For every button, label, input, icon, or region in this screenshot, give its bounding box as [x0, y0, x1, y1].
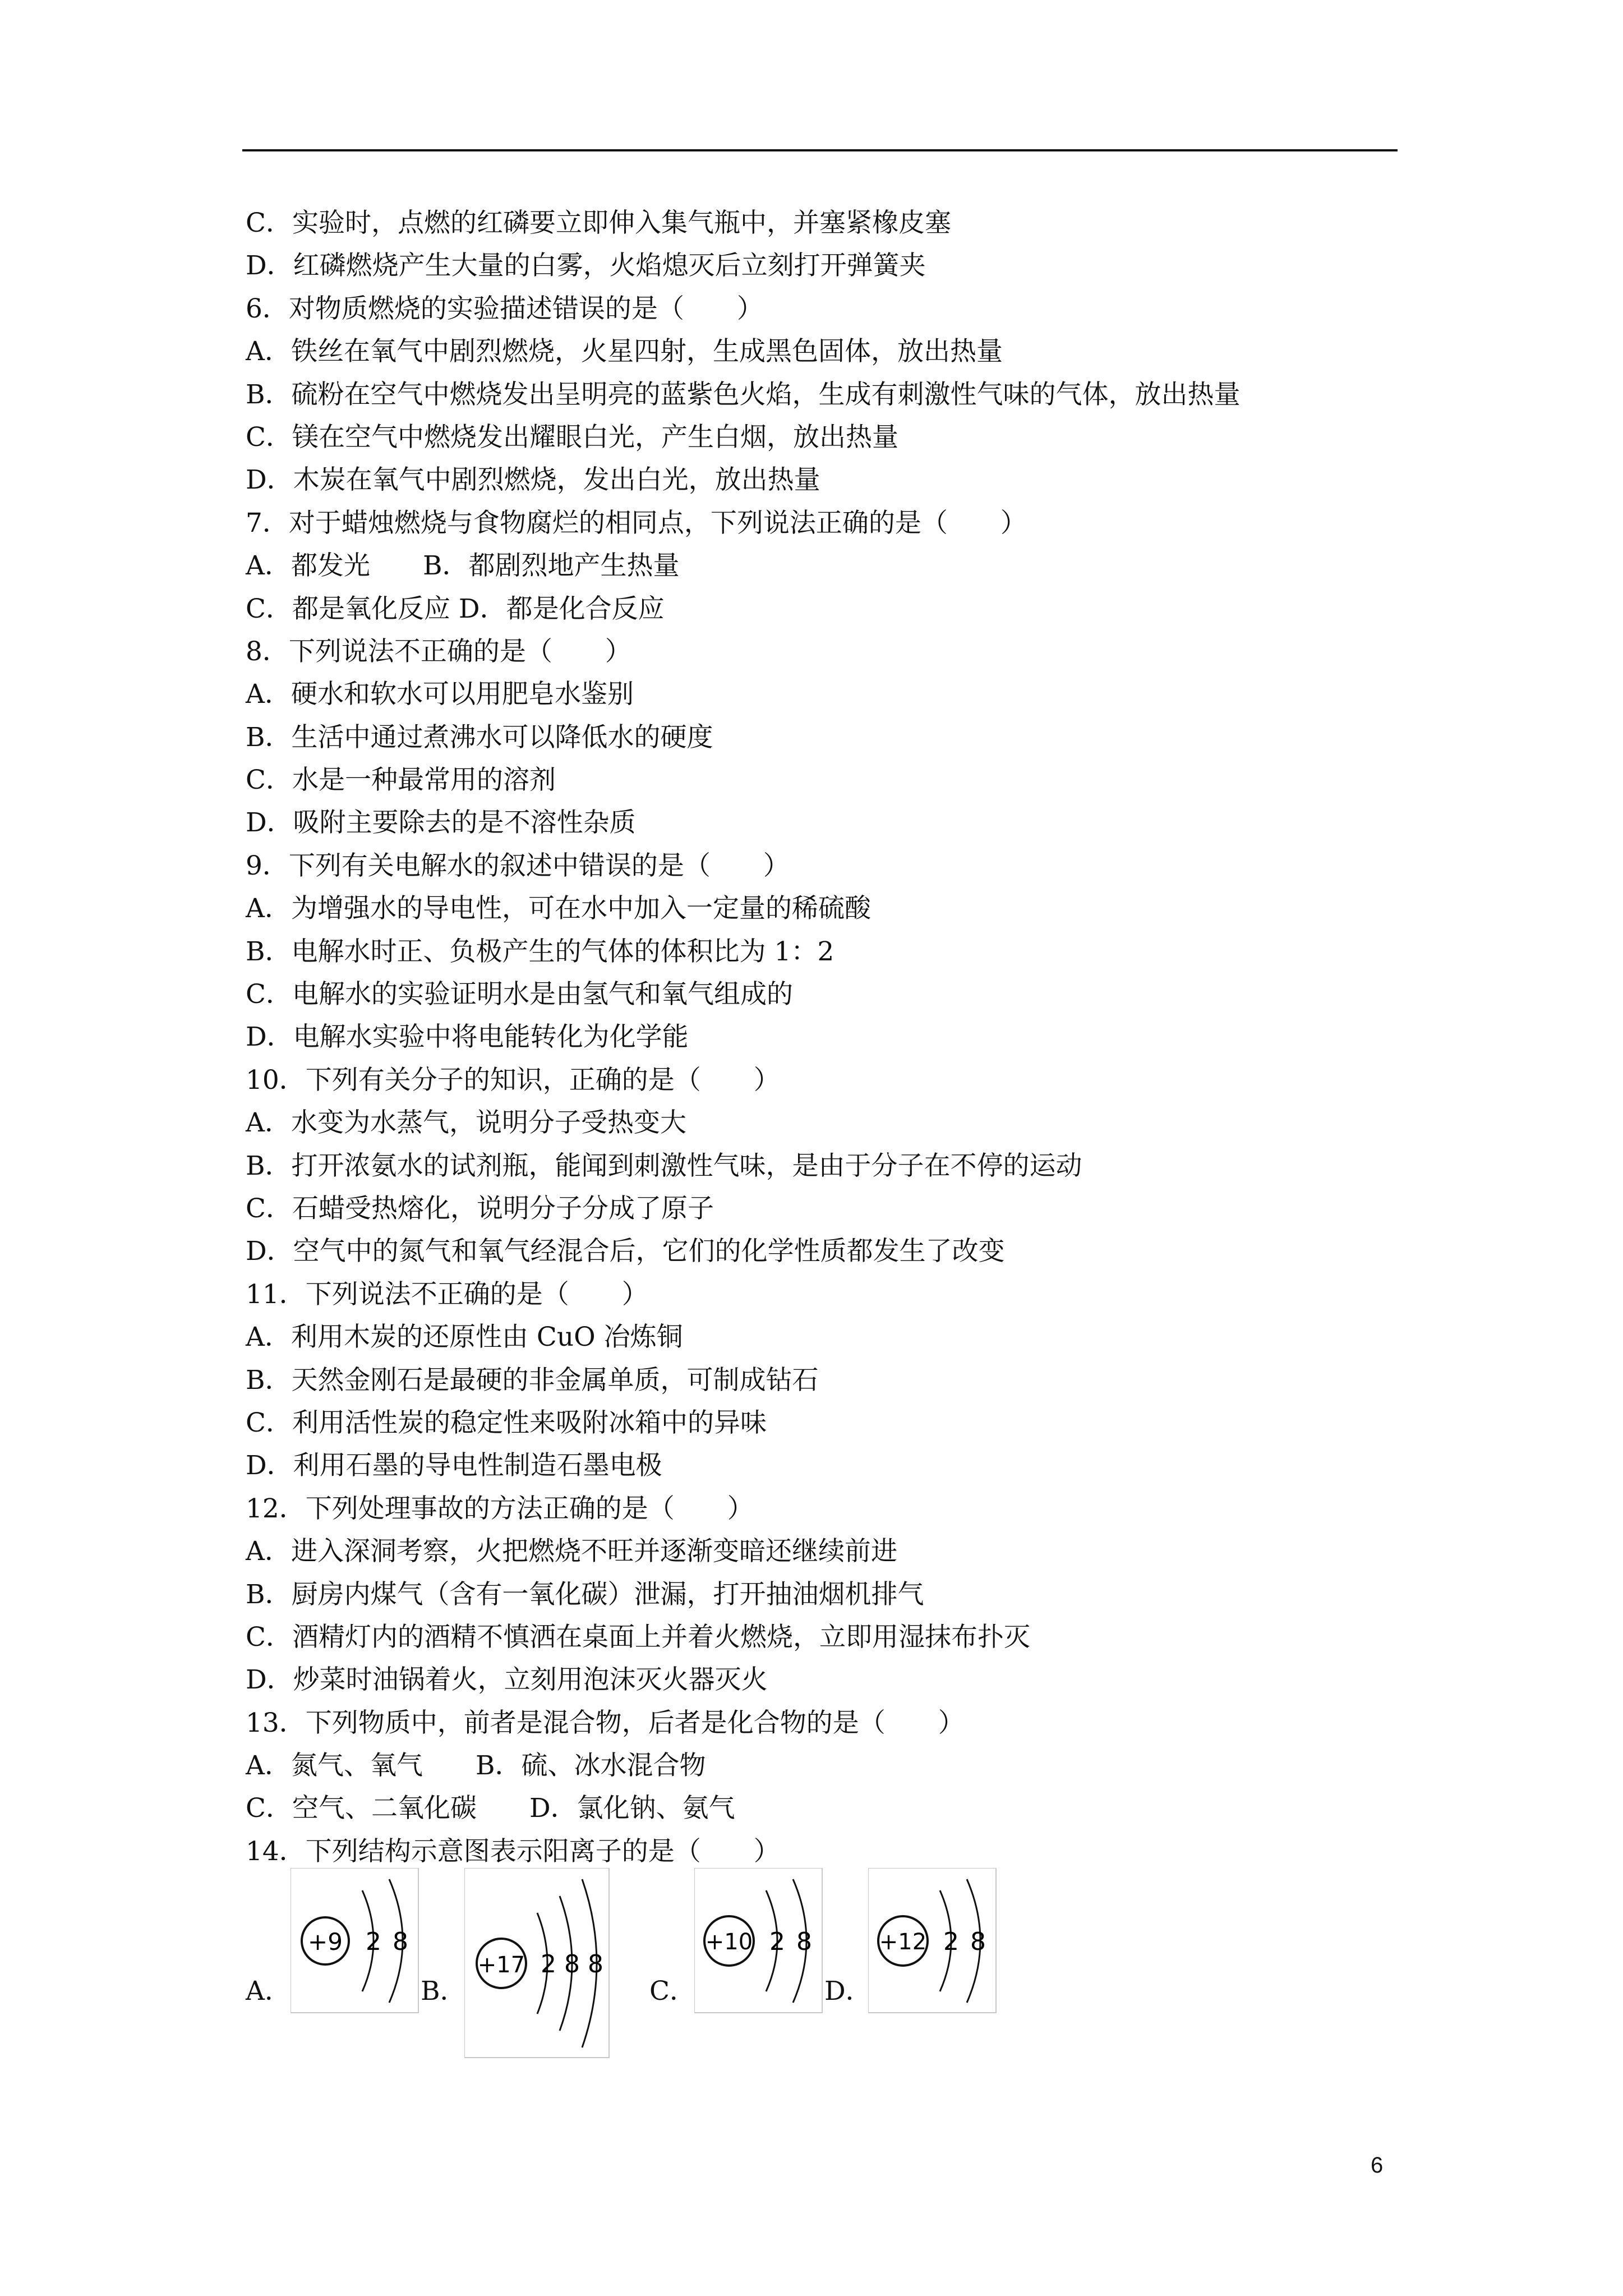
header-rule	[242, 149, 1398, 151]
option-line: C．水是一种最常用的溶剂	[246, 765, 556, 796]
atom-diagram-d	[868, 1868, 997, 2016]
question-10: 10．下列有关分子的知识，正确的是（ ）	[246, 1064, 780, 1096]
option-line: B．天然金刚石是最硬的非金属单质，可制成钻石	[246, 1364, 819, 1396]
option-line: C．电解水的实验证明水是由氢气和氧气组成的	[246, 979, 793, 1010]
option-b-label: B．	[421, 1976, 467, 2007]
shell-electrons: 8	[588, 1950, 603, 1978]
nucleus-charge: +10	[705, 1929, 753, 1955]
option-line: D．利用石墨的导电性制造石墨电极	[246, 1450, 662, 1481]
atom-diagram-b	[464, 1868, 610, 2061]
question-8: 8．下列说法不正确的是（ ）	[246, 636, 631, 667]
option-line: A．进入深洞考察，火把燃烧不旺并逐渐变暗还继续前进	[246, 1536, 897, 1567]
question-11: 11．下列说法不正确的是（ ）	[246, 1278, 648, 1310]
atom-diagram-a	[291, 1868, 419, 2016]
question-13: 13．下列物质中，前者是混合物，后者是化合物的是（ ）	[246, 1707, 965, 1738]
option-line: C．都是氧化反应 D．都是化合反应	[246, 593, 665, 624]
shell-electrons: 8	[393, 1927, 408, 1956]
nucleus-charge: +9	[308, 1928, 343, 1955]
atom-structure-options	[246, 1868, 1423, 2070]
option-line: A．为增强水的导电性，可在水中加入一定量的稀硫酸	[246, 893, 871, 924]
option-line: D．炒菜时油锅着火，立刻用泡沫灭火器灭火	[246, 1664, 768, 1696]
option-line: D．电解水实验中将电能转化为化学能	[246, 1022, 689, 1053]
option-line: A．硬水和软水可以用肥皂水鉴别	[246, 679, 634, 710]
option-d-label: D．	[824, 1976, 872, 2007]
option-line: C．空气、二氧化碳 D．氯化钠、氨气	[246, 1793, 735, 1824]
text-line: C．实验时，点燃的红磷要立即伸入集气瓶中，并塞紧橡皮塞	[246, 208, 951, 238]
option-line: D．吸附主要除去的是不溶性杂质	[246, 807, 636, 839]
option-line: B．厨房内煤气（含有一氧化碳）泄漏，打开抽油烟机排气	[246, 1579, 924, 1610]
shell-electrons: 2	[541, 1950, 556, 1978]
option-a-label: A．	[246, 1976, 291, 2007]
question-text	[246, 202, 1423, 1873]
question-12: 12．下列处理事故的方法正确的是（ ）	[246, 1493, 754, 1524]
shell-electrons: 2	[943, 1927, 959, 1956]
option-line: C．酒精灯内的酒精不慎洒在桌面上并着火燃烧，立即用湿抹布扑灭	[246, 1621, 1030, 1653]
option-line: A．利用木炭的还原性由 CuO 冶炼铜	[246, 1322, 683, 1353]
option-line: D．木炭在氧气中剧烈燃烧，发出白光，放出热量	[246, 464, 820, 496]
option-line: A．都发光 B．都剧烈地产生热量	[246, 550, 680, 582]
option-line: C．利用活性炭的稳定性来吸附冰箱中的异味	[246, 1407, 767, 1438]
option-line: C．石蜡受热熔化，说明分子分成了原子	[246, 1193, 714, 1224]
question-6: 6．对物质燃烧的实验描述错误的是（ ）	[246, 293, 763, 324]
shell-electrons: 8	[564, 1950, 580, 1978]
option-line: B．打开浓氨水的试剂瓶，能闻到刺激性气味，是由于分子在不停的运动	[246, 1150, 1082, 1181]
shell-electrons: 8	[970, 1927, 986, 1956]
page-number: 6	[1371, 2153, 1384, 2178]
nucleus-charge: +12	[879, 1929, 927, 1955]
question-7: 7．对于蜡烛燃烧与食物腐烂的相同点，下列说法正确的是（ ）	[246, 507, 1027, 539]
option-line: B．生活中通过煮沸水可以降低水的硬度	[246, 721, 713, 753]
atom-diagram-c	[694, 1868, 823, 2016]
option-line: A．氮气、氧气 B．硫、冰水混合物	[246, 1750, 706, 1782]
text-line: D．红磷燃烧产生大量的白雾，火焰熄灭后立刻打开弹簧夹	[246, 250, 926, 282]
option-c-label: C．	[649, 1976, 696, 2007]
question-14: 14．下列结构示意图表示阳离子的是（ ）	[246, 1835, 780, 1867]
option-line: B．硫粉在空气中燃烧发出呈明亮的蓝紫色火焰，生成有刺激性气味的气体，放出热量	[246, 379, 1241, 410]
shell-electrons: 2	[366, 1927, 381, 1956]
option-line: A．铁丝在氧气中剧烈燃烧，火星四射，生成黑色固体，放出热量	[246, 336, 1003, 367]
shell-electrons: 2	[769, 1927, 785, 1956]
option-line: A．水变为水蒸气，说明分子受热变大	[246, 1107, 686, 1139]
option-line: D．空气中的氮气和氧气经混合后，它们的化学性质都发生了改变	[246, 1236, 1005, 1267]
shell-electrons: 8	[796, 1927, 812, 1956]
option-line: B．电解水时正、负极产生的气体的体积比为 1：2	[246, 936, 834, 967]
question-9: 9．下列有关电解水的叙述中错误的是（ ）	[246, 850, 790, 881]
nucleus-charge: +17	[477, 1952, 525, 1978]
option-line: C．镁在空气中燃烧发出耀眼白光，产生白烟，放出热量	[246, 421, 898, 453]
